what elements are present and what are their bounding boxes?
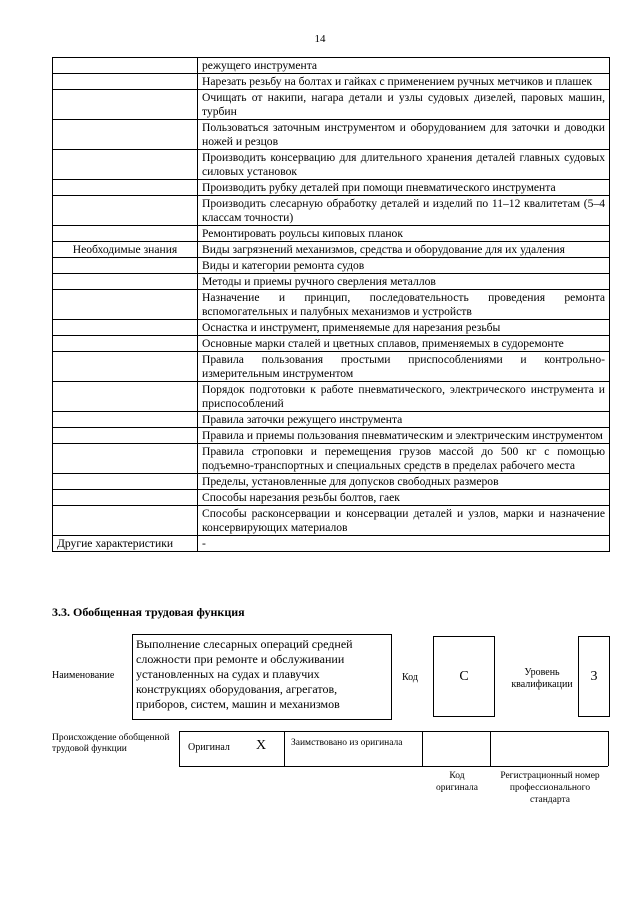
row-label-cell [53,196,198,226]
table-row [53,428,610,444]
code-value: C [433,636,495,717]
row-label-cell [53,226,198,242]
origin-top-border [179,731,608,732]
table-row [53,536,610,552]
row-text: Производить рубку деталей при помощи пневматического инструмента [198,180,610,196]
borrowed-label: Заимствовано из оригинала [291,738,403,748]
row-text: Порядок подготовки к работе пневматического, электрического инструмента и приспособлений [198,382,610,412]
table-row [53,474,610,490]
table-row [53,352,610,382]
row-label-cell [53,58,198,74]
code-label: Код [402,672,418,683]
row-text: Методы и приемы ручного сверления металлов [198,274,610,290]
skills-knowledge-table [52,57,610,552]
row-text: Правила и приемы пользования пневматическим и электрическим инструментом [198,428,610,444]
table-row [53,490,610,506]
row-label-cell [53,444,198,474]
row-text: Способы расконсервации и консервации деталей и узлов, марки и назначение консервирующих материалов [198,506,610,536]
row-text: Пределы, установленные для допусков свободных размеров [198,474,610,490]
table-row [53,226,610,242]
table-row [53,290,610,320]
row-text: Оснастка и инструмент, применяемые для нарезания резьбы [198,320,610,336]
table-row [53,336,610,352]
row-label-cell [53,320,198,336]
row-label-cell [53,474,198,490]
row-text: Ремонтировать роульсы киповых планок [198,226,610,242]
row-label-cell [53,490,198,506]
row-label-cell [53,74,198,90]
table-row [53,58,610,74]
table-row [53,180,610,196]
row-text: Виды загрязнений механизмов, средства и оборудование для их удаления [198,242,610,258]
row-text: Правила пользования простыми приспособлениями и контрольно-измерительным инструментом [198,352,610,382]
row-text: Способы нарезания резьбы болтов, гаек [198,490,610,506]
original-label: Оригинал [188,742,230,753]
row-label-cell [53,506,198,536]
table-row [53,196,610,226]
section-heading: 3.3. Обобщенная трудовая функция [52,605,245,619]
row-label-cell [53,258,198,274]
row-label-cell [53,382,198,412]
row-text: Нарезать резьбу на болтах и гайках с применением ручных метчиков и плашек [198,74,610,90]
row-text: Назначение и принцип, последовательность проведения ремонта вспомогательных и палубных механизмов и устройств [198,290,610,320]
origin-label: Происхождение обобщенной трудовой функции [52,733,170,754]
reg-number-label: Регистрационный номер профессионального стандарта [500,771,600,805]
row-text: Правила заточки режущего инструмента [198,412,610,428]
row-text: - [198,536,610,552]
code-original-label: Код оригинала [436,771,478,793]
level-value: 3 [578,636,610,717]
table-row [53,444,610,474]
row-text: Виды и категории ремонта судов [198,258,610,274]
page-number: 14 [314,33,326,45]
row-label-cell [53,352,198,382]
table-row [53,242,610,258]
table-row [53,150,610,180]
row-label-cell [53,428,198,444]
table-row [53,120,610,150]
table-row [53,90,610,120]
row-label-cell [53,336,198,352]
origin-bottom-border [179,766,608,767]
row-label-cell [53,536,198,552]
row-label-cell [53,90,198,120]
row-label-cell [53,274,198,290]
row-text: режущего инструмента [198,58,610,74]
table-row [53,258,610,274]
function-name-value: Выполнение слесарных операций средней сложности при ремонте и обслуживании установленных на судах и плавучих конструкциях оборудования, агрегатов, приборов, систем, машин и механизмов [132,634,392,720]
level-label: Уровень квалификации [511,667,573,690]
table-row [53,412,610,428]
original-mark: X [256,738,267,753]
row-text: Производить слесарную обработку деталей и изделий по 11–12 квалитетам (5–4 классам точности) [198,196,610,226]
row-label-cell [53,242,198,258]
row-label: Другие характеристики [57,537,174,550]
row-text: Производить консервацию для длительного хранения деталей главных судовых силовых установок [198,150,610,180]
row-text: Основные марки сталей и цветных сплавов, применяемых в судоремонте [198,336,610,352]
row-label-cell [53,290,198,320]
table-row [53,320,610,336]
row-label-cell [53,150,198,180]
table-row [53,74,610,90]
table-row [53,506,610,536]
row-label: Необходимые знания [72,243,178,256]
row-label-cell [53,180,198,196]
table-row [53,382,610,412]
row-label-cell [53,120,198,150]
row-text: Очищать от накипи, нагара детали и узлы судовых дизелей, паровых машин, турбин [198,90,610,120]
row-text: Пользоваться заточным инструментом и оборудованием для заточки и доводки ножей и резцов [198,120,610,150]
table-row [53,274,610,290]
row-text: Правила строповки и перемещения грузов массой до 500 кг с помощью подъемно-транспортных и специальных средств в пределах рабочего места [198,444,610,474]
row-label-cell [53,412,198,428]
name-label: Наименование [52,670,115,681]
